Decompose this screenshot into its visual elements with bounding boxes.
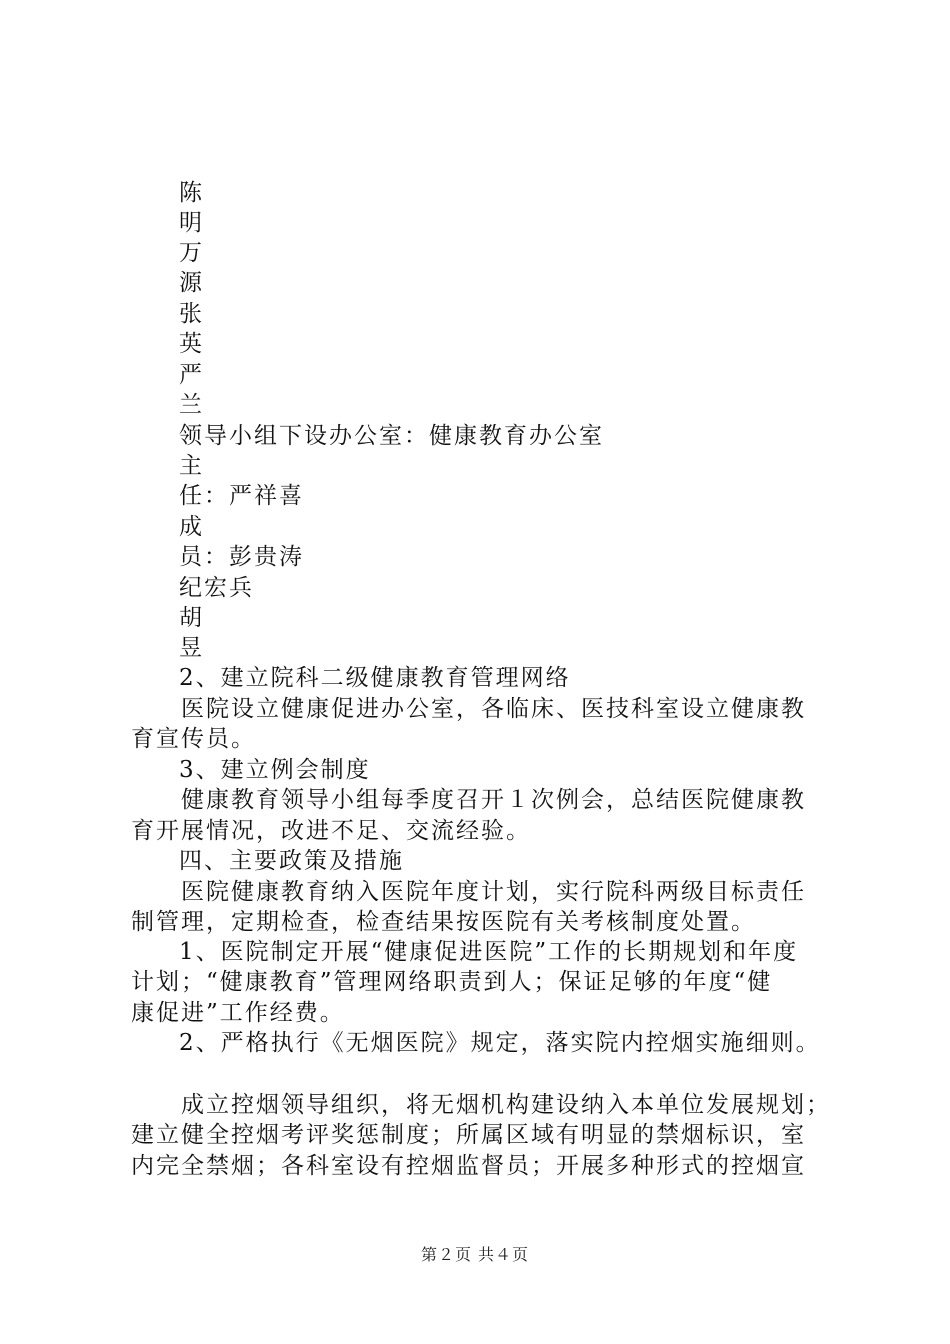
text-line: 张: [179, 301, 204, 327]
text-line: 胡: [179, 605, 204, 631]
text-line: 万: [179, 240, 204, 266]
text-line: 兰: [179, 392, 204, 418]
text-line: 明: [179, 210, 204, 236]
text-line: 1、医院制定开展“健康促进医院”工作的长期规划和年度: [179, 939, 799, 965]
text-line: 主: [179, 453, 204, 479]
text-line: 昱: [179, 635, 204, 661]
text-line: 四、主要政策及措施: [179, 848, 404, 874]
text-line: 员：彭贵涛: [179, 544, 304, 570]
text-line: 计划；“健康教育”管理网络职责到人；保证足够的年度“健: [131, 969, 773, 995]
text-line: 健康教育领导小组每季度召开１次例会，总结医院健康教: [181, 787, 806, 813]
text-line: 成: [179, 514, 204, 540]
text-line: 建立健全控烟考评奖惩制度；所属区域有明显的禁烟标识，室: [131, 1122, 806, 1148]
text-line: 2、严格执行《无烟医院》规定，落实院内控烟实施细则。: [179, 1030, 821, 1056]
text-line: 领导小组下设办公室：健康教育办公室: [179, 423, 604, 449]
text-line: 康促进”工作经费。: [131, 1000, 345, 1026]
text-line: 育宣传员。: [131, 726, 256, 752]
text-line: 英: [179, 331, 204, 357]
text-line: 源: [179, 270, 204, 296]
text-line: 成立控烟领导组织，将无烟机构建设纳入本单位发展规划；: [181, 1092, 831, 1118]
text-line: 严: [179, 362, 204, 388]
text-line: 任：严祥喜: [179, 483, 304, 509]
text-line: 2、建立院科二级健康教育管理网络: [179, 665, 571, 691]
text-line: 3、建立例会制度: [179, 757, 371, 783]
text-line: 纪宏兵: [179, 575, 254, 601]
text-line: 育开展情况，改进不足、交流经验。: [131, 818, 531, 844]
text-line: 医院健康教育纳入医院年度计划，实行院科两级目标责任: [181, 879, 806, 905]
text-line: 内完全禁烟；各科室设有控烟监督员；开展多种形式的控烟宣: [131, 1153, 806, 1179]
page-footer: 第２页 共４页: [420, 1245, 530, 1264]
text-line: 制管理，定期检查，检查结果按医院有关考核制度处置。: [131, 909, 756, 935]
text-line: 陈: [179, 180, 204, 206]
text-line: 医院设立健康促进办公室，各临床、医技科室设立健康教: [181, 696, 806, 722]
